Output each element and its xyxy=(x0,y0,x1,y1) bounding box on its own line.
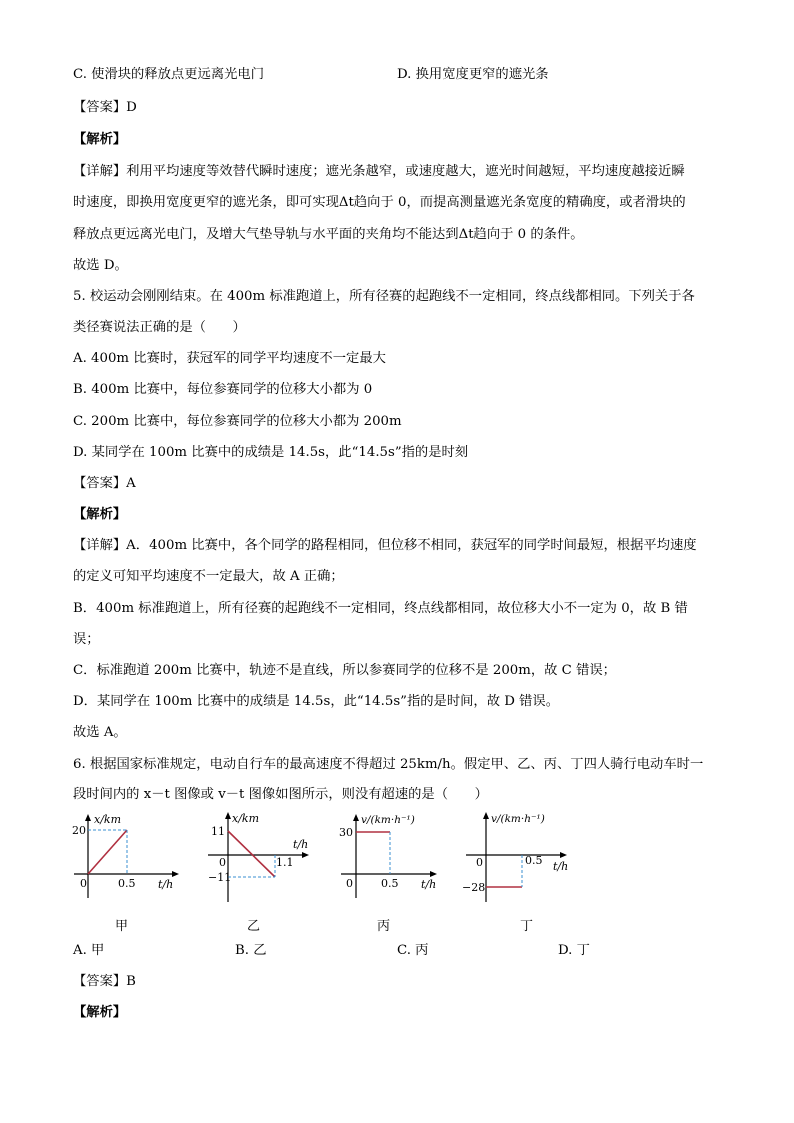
q5-detail-line: C．标准跑道 200m 比赛中，轨迹不是直线，所以参赛同学的位移不是 200m，故 C 错误； xyxy=(73,663,616,678)
graph-line xyxy=(88,830,127,874)
q4-analysis-heading: 【解析】 xyxy=(73,132,127,147)
q5-detail-line: 误； xyxy=(73,632,100,647)
origin-label: 0 xyxy=(476,856,483,869)
x-tick-label: 1.1 xyxy=(276,856,294,869)
origin-label: 0 xyxy=(80,877,87,890)
y-axis-label: x/km xyxy=(94,813,122,826)
q4-conclusion: 故选 D。 xyxy=(73,258,128,273)
x-axis-label: t/h xyxy=(553,860,569,873)
q6-answer: 【答案】B xyxy=(73,974,136,989)
y-axis-arrow xyxy=(225,812,231,819)
q5-option-d: D. 某同学在 100m 比赛中的成绩是 14.5s，此“14.5s”指的是时刻 xyxy=(73,445,469,460)
q4-option-c: C. 使滑块的释放点更远离光电门 xyxy=(73,67,265,82)
q5-stem-line: 5. 校运动会刚刚结束。在 400m 标准跑道上，所有径赛的起跑线不一定相同，终点线都相同。下列关于各 xyxy=(73,289,695,304)
y-axis-arrow xyxy=(483,812,489,819)
q5-answer: 【答案】A xyxy=(73,476,136,491)
q5-detail-line: D．某同学在 100m 比赛中的成绩是 14.5s，此“14.5s”指的是时间，故 D 错误。 xyxy=(73,694,560,709)
graph-caption-jia: 甲 xyxy=(115,919,129,934)
y-axis-label: v/(km·h⁻¹) xyxy=(361,814,415,826)
q6-analysis-heading: 【解析】 xyxy=(73,1005,127,1020)
q4-detail-line: 【详解】利用平均速度等效替代瞬时速度；遮光条越窄，或速度越大，遮光时间越短，平均速度越接近瞬 xyxy=(73,164,685,179)
x-axis-arrow xyxy=(430,871,437,877)
x-axis-label: t/h xyxy=(293,838,309,851)
q6-stem-line: 6. 根据国家标准规定，电动自行车的最高速度不得超过 25km/h。假定甲、乙、丙、丁四人骑行电动车时一 xyxy=(73,757,704,772)
y-tick-label: 30 xyxy=(339,826,353,839)
y-tick-label: −11 xyxy=(208,871,232,884)
q4-answer: 【答案】D xyxy=(73,100,137,115)
x-axis-arrow xyxy=(172,871,179,877)
y-tick-label: −28 xyxy=(462,881,486,894)
q5-detail-line: B．400m 标准跑道上，所有径赛的起跑线不一定相同，终点线都相同，故位移大小不一定为 0，故 B 错 xyxy=(73,601,688,616)
graph-line xyxy=(228,831,275,877)
x-tick-label: 0.5 xyxy=(381,877,399,890)
graph-caption-bing: 丙 xyxy=(377,919,391,934)
graph-bing xyxy=(333,810,448,909)
graph-yi xyxy=(205,810,315,909)
q5-analysis-heading: 【解析】 xyxy=(73,507,127,522)
q5-conclusion: 故选 A。 xyxy=(73,725,127,740)
graph-jia xyxy=(60,810,190,909)
x-axis-label: t/h xyxy=(158,878,174,891)
origin-label: 0 xyxy=(219,856,226,869)
q5-stem-line: 类径赛说法正确的是（ ） xyxy=(73,320,246,335)
q4-option-d: D. 换用宽度更窄的遮光条 xyxy=(397,67,549,82)
x-axis-label: t/h xyxy=(421,878,437,891)
q5-option-c: C. 200m 比赛中，每位参赛同学的位移大小都为 200m xyxy=(73,414,402,429)
q6-option-c: C. 丙 xyxy=(397,943,429,958)
q5-detail-line: 【详解】A．400m 比赛中，各个同学的路程相同，但位移不相同，获冠军的同学时间最短，根据平均速度 xyxy=(73,538,697,553)
q6-stem-line: 段时间内的 x－t 图像或 v－t 图像如图所示，则没有超速的是（ ） xyxy=(73,787,488,802)
origin-label: 0 xyxy=(346,877,353,890)
x-axis-arrow xyxy=(560,852,567,858)
x-axis-arrow xyxy=(302,852,309,858)
x-tick-label: 0.5 xyxy=(525,854,543,867)
graph-caption-yi: 乙 xyxy=(247,919,261,934)
y-axis-arrow xyxy=(353,814,359,821)
x-tick-label: 0.5 xyxy=(118,877,136,890)
q5-detail-line: 的定义可知平均速度不一定最大，故 A 正确； xyxy=(73,569,344,584)
y-tick-label: 11 xyxy=(211,825,225,838)
q6-option-b: B. 乙 xyxy=(235,943,267,958)
q5-option-b: B. 400m 比赛中，每位参赛同学的位移大小都为 0 xyxy=(73,382,373,397)
q6-option-a: A. 甲 xyxy=(73,943,105,958)
y-tick-label: 20 xyxy=(72,824,86,837)
y-axis-label: v/(km·h⁻¹) xyxy=(491,813,545,825)
q4-detail-line: 时速度，即换用宽度更窄的遮光条，即可实现Δt趋向于 0，而提高测量遮光条宽度的精确度，或者滑块的 xyxy=(73,195,686,210)
q5-option-a: A. 400m 比赛时，获冠军的同学平均速度不一定最大 xyxy=(73,351,386,366)
graph-ding xyxy=(458,810,578,909)
graph-caption-ding: 丁 xyxy=(520,919,534,934)
y-axis-label: x/km xyxy=(232,812,260,825)
y-axis-arrow xyxy=(85,814,91,821)
q4-detail-line: 释放点更远离光电门，及增大气垫导轨与水平面的夹角均不能达到Δt趋向于 0 的条件。 xyxy=(73,227,584,242)
q6-option-d: D. 丁 xyxy=(558,943,590,958)
